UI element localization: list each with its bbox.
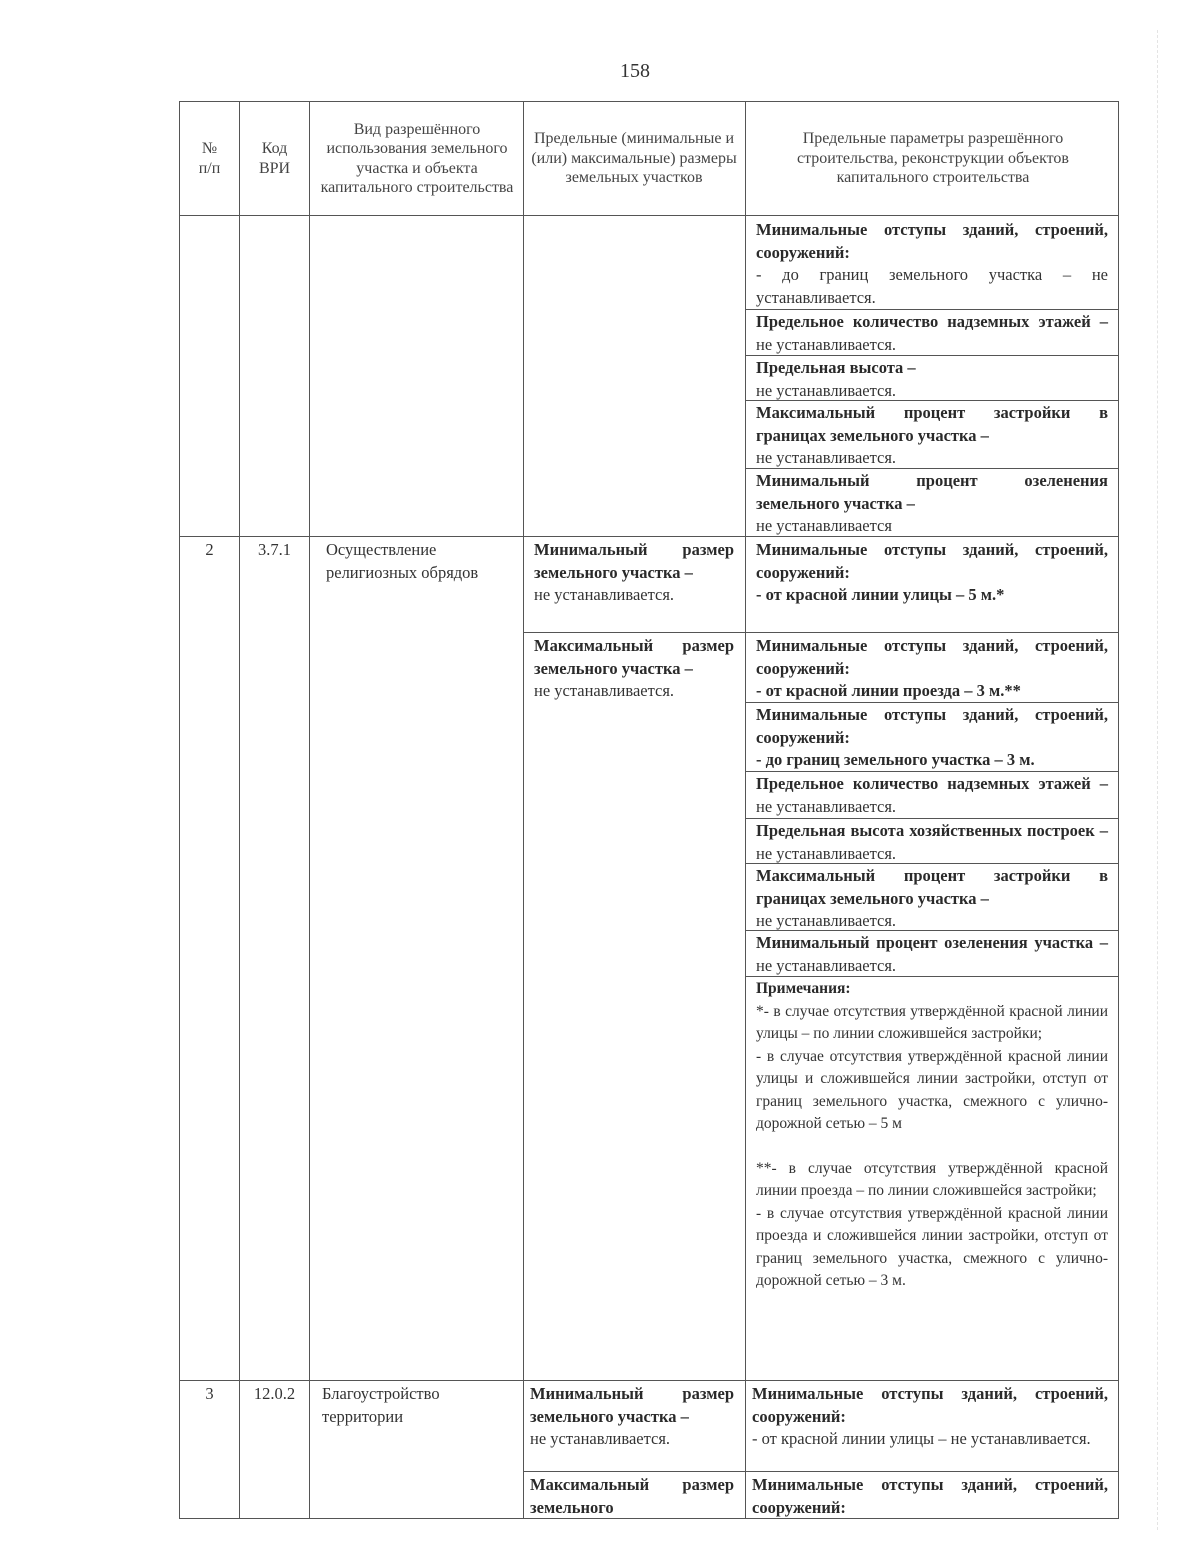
param-value: - от красной линии улицы – 5 м.*: [756, 585, 1005, 604]
params-cell: [756, 865, 1108, 933]
param-value: - до границ земельного участка – не устанавливается.: [756, 265, 1108, 307]
param-title: Минимальные отступы зданий, строений, сооружений:: [756, 220, 1108, 262]
params-cell: [756, 635, 1108, 703]
size-divider: [523, 1471, 1118, 1472]
size-value: не устанавливается.: [534, 585, 675, 604]
header-usage-type: Вид разрешённого использования земельного участка и объекта капитального строительства: [320, 120, 514, 196]
header-plot-size: Предельные (минимальные и (или) максимальные) размеры земельных участков: [531, 130, 737, 187]
params-divider: [745, 818, 1118, 819]
param-title: Минимальные отступы зданий, строений, сооружений:: [756, 540, 1108, 582]
param-title: Минимальные отступы зданий, строений, сооружений:: [752, 1384, 1108, 1426]
header-building-params: Предельные параметры разрешённого строительства, реконструкции объектов капитального строительства: [797, 130, 1069, 187]
param-value: не устанавливается.: [756, 334, 897, 354]
row3-top-border: [179, 1380, 1119, 1381]
param-value: - от красной линии улицы – не устанавливается.: [752, 1429, 1091, 1448]
params-cell: [756, 357, 1108, 402]
col-code-type-border: [309, 101, 310, 1518]
col-right-border: [1118, 101, 1119, 1518]
row-number: 3: [205, 1384, 214, 1403]
params-cell: [756, 219, 1108, 309]
size-title: Минимальный размер земельного участка –: [530, 1384, 734, 1426]
params-cell: [756, 402, 1108, 470]
param-title: Максимальный процент застройки в границах земельного участка –: [756, 866, 1108, 908]
params-cell: [756, 539, 1108, 607]
note-text: *- в случае отсутствия утверждённой красной линии улицы – по линии сложившейся застройки;: [756, 1002, 1108, 1042]
row-code: 12.0.2: [253, 1384, 296, 1403]
param-title: Минимальные отступы зданий, строений, сооружений:: [752, 1475, 1108, 1517]
param-title: Предельное количество надземных этажей –: [756, 774, 1108, 793]
note-text: - в случае отсутствия утверждённой красной линии улицы и сложившейся линии застройки, отступ от границ земельного участка, смежного с улично-дорожной сетью – 5 м: [756, 1047, 1108, 1132]
params-divider: [745, 309, 1118, 310]
params-cell: [756, 470, 1108, 538]
param-value: - от красной линии проезда – 3 м.**: [756, 681, 1021, 700]
param-value: не устанавливается.: [756, 911, 897, 930]
note-spacer: [756, 1136, 1108, 1158]
size-title: Минимальный размер земельного участка –: [534, 540, 734, 582]
size-cell: [530, 1474, 734, 1519]
size-value: не устанавливается.: [534, 681, 675, 700]
param-value: не устанавливается.: [756, 955, 897, 975]
params-cell: [756, 704, 1108, 772]
header-number: № п/п: [198, 140, 221, 177]
size-cell: [530, 1383, 734, 1451]
notes-cell: [756, 978, 1108, 1293]
size-cell: [534, 635, 734, 703]
notes-title: Примечания:: [756, 980, 851, 997]
size-title: Максимальный размер земельного участка –: [534, 636, 734, 678]
param-title: Максимальный процент застройки в границах земельного участка –: [756, 403, 1108, 445]
row-usage-type: Благоустройство территории: [322, 1384, 440, 1426]
param-value: не устанавливается.: [756, 843, 897, 863]
params-cell: [756, 311, 1108, 356]
size-cell: [534, 539, 734, 607]
param-title: Минимальные отступы зданий, строений, сооружений:: [756, 636, 1108, 678]
param-value: не устанавливается.: [756, 380, 897, 400]
param-title: Предельное количество надземных этажей –: [756, 312, 1108, 331]
param-value: - до границ земельного участка – 3 м.: [756, 750, 1035, 769]
size-divider: [523, 632, 1118, 633]
row-usage-type: Осуществление религиозных обрядов: [326, 540, 479, 582]
col-num-code-border: [239, 101, 240, 1518]
size-title: Максимальный размер земельного: [530, 1475, 734, 1517]
param-value: не устанавливается.: [756, 448, 897, 467]
param-title: Минимальный процент озеленения земельного участка –: [756, 471, 1108, 513]
params-cell: [752, 1383, 1108, 1451]
col-size-params-border: [745, 101, 746, 1518]
param-value: не устанавливается.: [756, 796, 897, 816]
col-type-size-border: [523, 101, 524, 1518]
param-value: не устанавливается: [756, 516, 892, 535]
note-text: - в случае отсутствия утверждённой красной линии проезда и сложившейся линии застройки, отступ от границ земельного участка, смежного с улично-дорожной сетью – 3 м.: [756, 1204, 1108, 1289]
param-title: Предельная высота –: [756, 358, 916, 377]
param-title: Минимальный процент озеленения участка –: [756, 933, 1108, 952]
params-cell: [756, 820, 1108, 865]
param-title: Предельная высота хозяйственных построек –: [756, 821, 1108, 840]
size-value: не устанавливается.: [530, 1429, 671, 1448]
row-code: 3.7.1: [258, 540, 291, 559]
header-code: Код ВРИ: [258, 140, 291, 177]
col-left-border: [179, 101, 180, 1518]
scan-edge-line: [1157, 30, 1158, 1530]
header-bottom-border: [179, 215, 1119, 216]
note-text: **- в случае отсутствия утверждённой красной линии проезда – по линии сложившейся застройки;: [756, 1159, 1108, 1199]
params-cell: [756, 773, 1108, 818]
params-cell: [752, 1474, 1108, 1519]
params-cell: [756, 932, 1108, 977]
param-title: Минимальные отступы зданий, строений, сооружений:: [756, 705, 1108, 747]
row-number: 2: [205, 540, 214, 559]
page-number: 158: [620, 60, 650, 82]
